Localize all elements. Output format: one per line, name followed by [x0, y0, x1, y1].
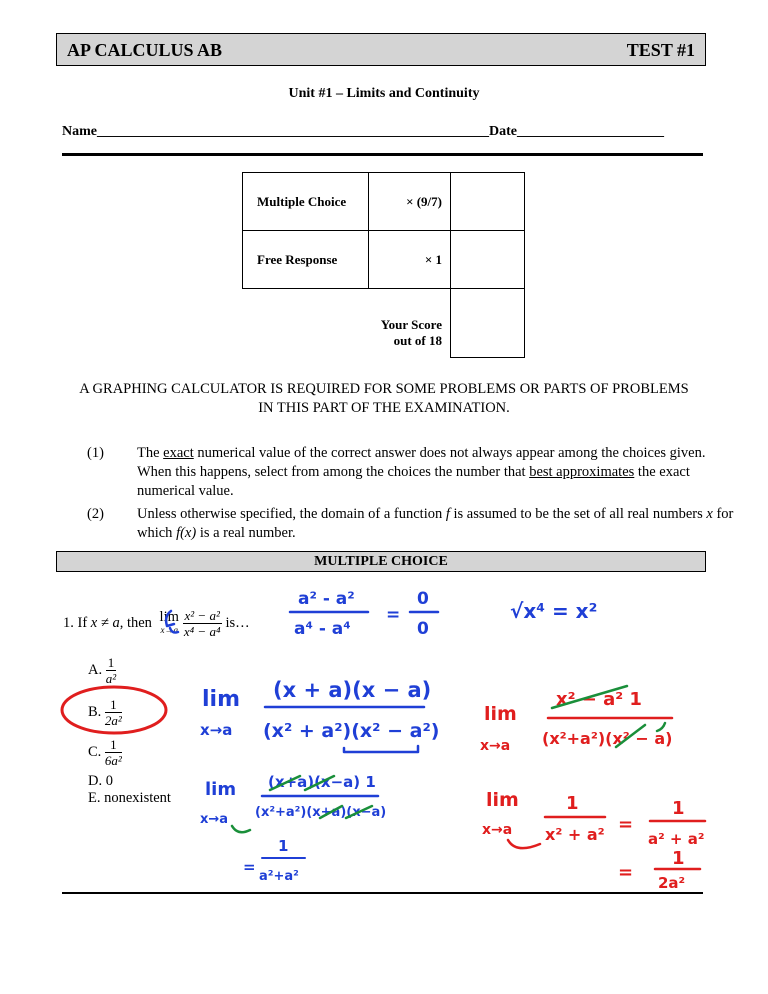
mc-multiplier: × (9/7) [369, 173, 451, 231]
note-number: (2) [87, 506, 104, 522]
section-title: MULTIPLE CHOICE [56, 551, 706, 572]
test-number: TEST #1 [626, 40, 695, 60]
date-blank[interactable]: _____________________ [517, 124, 664, 139]
lim-text: lim [159, 609, 179, 625]
choice-e[interactable]: E. nonexistent [88, 790, 171, 806]
blue-result-numerator: 1 [278, 837, 289, 855]
your-score-line1: Your Score [380, 316, 442, 332]
blue-num-1: (x + a)(x − a) [273, 678, 432, 702]
course-title: AP CALCULUS AB [67, 40, 223, 60]
calculator-note-line1: A GRAPHING CALCULATOR IS REQUIRED FOR SOME PROBLEMS OR PARTS OF PROBLEMS [79, 381, 689, 397]
choice-d[interactable]: D. 0 [88, 773, 113, 789]
lim-subscript: x→a [160, 625, 178, 635]
unit-subtitle: Unit #1 – Limits and Continuity [288, 86, 480, 101]
fr-label: Free Response [243, 231, 369, 289]
blue-lim-sub-1: x→a [200, 721, 233, 739]
red-lim-1: lim [484, 703, 517, 725]
blue-zero-numerator: 0 [417, 589, 429, 609]
red-num-2: 1 [566, 793, 579, 814]
mc-label: Multiple Choice [243, 173, 369, 231]
red-lim-sub-1: x→a [480, 738, 511, 754]
choice-a[interactable]: A. $\frac{1}{\text{a²}}$ [88, 655, 117, 686]
lim-bracket-mark [166, 611, 174, 626]
blue-result-denominator: a²+a² [259, 869, 299, 884]
choice-b[interactable]: B. $\frac{1}{\text{2a²}}$ [88, 697, 122, 728]
question-condition: x ≠ a [90, 614, 120, 631]
red-result1-denominator: a² + a² [648, 830, 705, 848]
blue-lim-2: lim [205, 779, 237, 800]
red-den-1: (x²+a²)(x² − a) [542, 729, 673, 748]
blue-den-2: (x²+a²)(x+a)(x−a) [255, 805, 387, 820]
blue-den-1: (x² + a²)(x² − a²) [263, 720, 440, 742]
red-result1-numerator: 1 [672, 798, 685, 819]
blue-zero-denominator: 0 [417, 619, 429, 639]
red-lim-sub-2: x→a [482, 822, 513, 838]
answer-circle [62, 687, 166, 733]
red-equals-1: = [618, 814, 634, 835]
date-label: Date [489, 124, 517, 139]
question-number: 1. [63, 614, 74, 631]
name-label: Name [62, 124, 97, 139]
blue-lim-1: lim [202, 687, 241, 712]
blue-num-2: (x+a)(x−a) 1 [268, 773, 376, 791]
blue-sub-numerator: a² - a² [298, 589, 355, 609]
blue-equals-2: = [243, 858, 256, 876]
red-equals-2: = [618, 862, 634, 883]
note-text: The exact numerical value of the correct answer does not always appear among the choices given. When this happens, select from among the choices the number that best approximates the exact numerical value. [137, 445, 706, 500]
red-result2-numerator: 1 [672, 848, 685, 869]
red-den-2: x² + a² [545, 825, 605, 844]
calculator-note-line2: IN THIS PART OF THE EXAMINATION. [258, 399, 510, 416]
choice-c[interactable]: C. $\frac{1}{\text{6a²}}$ [88, 737, 122, 768]
red-result2-denominator: 2a² [658, 874, 686, 892]
blue-sqrt: √x⁴ = x² [510, 599, 598, 623]
blue-lim-sub-2: x→a [200, 812, 229, 827]
blue-equals: = [386, 605, 401, 625]
fr-multiplier: × 1 [369, 231, 451, 289]
note-number: (1) [87, 445, 104, 461]
red-lim-2: lim [486, 789, 519, 811]
question-fraction: $\frac{\text{x² − a²}}{\text{x⁴ − a⁴}}$ [183, 608, 221, 639]
question-tail: is… [225, 614, 250, 631]
blue-sub-denominator: a⁴ - a⁴ [294, 619, 351, 639]
lim-bracket-mark [170, 628, 178, 633]
red-num-1: x² − a² 1 [556, 689, 642, 710]
question-1: 1. If x ≠ a, then lim x→a $\frac{\text{x² − a²}}{\text{x⁴ − a⁴}}$ is… [63, 608, 250, 639]
name-blank[interactable]: ________________________________________________________ [97, 124, 489, 139]
your-score-line2: out of 18 [393, 332, 442, 348]
note-text: Unless otherwise specified, the domain of a function f is assumed to be the set of all real numbers x for which f(x) is a real number. [137, 506, 734, 542]
